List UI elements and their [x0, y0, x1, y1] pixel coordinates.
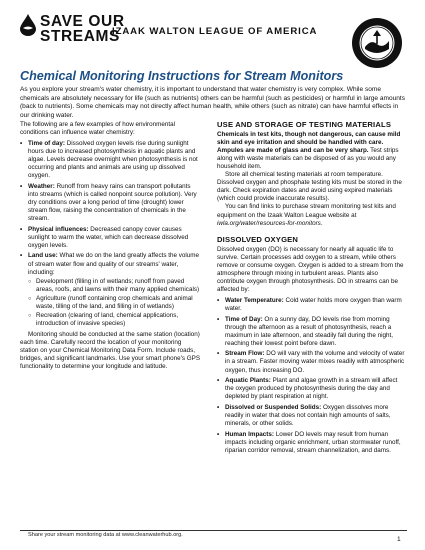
list-item — [217, 404, 406, 428]
item-label: Physical influences: — [28, 225, 89, 233]
item-label: Aquatic Plants: — [225, 377, 271, 385]
use-storage-paragraph — [217, 131, 406, 171]
logo-line-1: SAVE OUR — [40, 13, 125, 30]
list-item — [20, 183, 201, 223]
disposal-text: Test strips along with waste materials can be disposed of as you would any household item. — [217, 147, 399, 171]
item-label: Stream Flow: — [225, 350, 265, 358]
water-drop-icon — [20, 14, 36, 36]
sublist-item: ○ Development (filling in of wetlands; runoff from paved areas, roofs, and lawns with their many applied chemicals) — [28, 278, 201, 294]
sublist-item: ○ Recreation (clearing of land, chemical applications, introduction of invasive species) — [28, 312, 201, 328]
item-text: Lower DO levels may result from human impacts including organic enrichment, urban stormwater runoff, riparian corridor removal, stream channelization, and dams. — [225, 430, 401, 454]
item-label: Land use: — [28, 252, 58, 260]
logo-line-2: STREAMS — [40, 28, 120, 45]
item-label: Human Impacts: — [225, 430, 274, 438]
item-label: Weather: — [28, 182, 55, 190]
footer-text: Share your stream monitoring data at www.cleanwaterhub.org. — [28, 532, 183, 538]
safety-warning: Chemicals in test kits, though not dangerous, can cause mild skin and eye irritation and should be handled with care. Ampules are made of glass and can be very sharp. — [217, 131, 401, 155]
item-label: Time of Day: — [225, 315, 263, 323]
list-item — [217, 316, 406, 348]
item-text: DO will vary with the volume and velocity of water in a stream. Faster moving water mixes readily with atmospheric oxygen, thus increasing DO. — [225, 350, 405, 374]
item-text: Dissolved oxygen levels rise during sunlight hours due to increased photosynthesis in aquatic plants and algae. Levels decrease overnight when photosynthesis is not occurring and plants and animals are using up dissolved oxygen. — [28, 140, 198, 180]
monitoring-paragraph: Monitoring should be conducted at the same station (location) each time. Carefully record the location of your monitoring station on your Chemical Monitoring Data Form. Include roads, bridges, and significant landmarks. Use your smart phone's GPS functionality to determine your longitude and latitude. — [20, 330, 201, 370]
left-lead: The following are a few examples of how environmental conditions can influence water chemistry: — [20, 121, 176, 137]
page-title: Chemical Monitoring Instructions for Stream Monitors — [20, 69, 344, 83]
item-label: Time of day: — [28, 140, 65, 148]
land-use-sublist — [28, 278, 201, 328]
conditions-list — [20, 140, 201, 328]
dissolved-oxygen-heading: DISSOLVED OXYGEN — [217, 234, 299, 244]
list-item — [217, 377, 406, 401]
use-storage-heading: USE AND STORAGE OF TESTING MATERIALS — [217, 120, 392, 129]
list-item — [217, 431, 406, 455]
list-item — [20, 140, 201, 180]
do-factors-list — [217, 297, 406, 455]
purchase-text: You can find links to purchase stream monitoring test kits and equipment on the Izaak Walton League website at — [217, 203, 396, 219]
intro-paragraph: As you explore your stream's water chemistry, it is important to understand that water chemistry is very complex. While some chemicals are absolutely necessary for life (such as nutrients) others can be harmful (such as pesticides) or harmful in large amounts (back to nutrients). Some chemicals may not directly affect human health, while others (such as nitrate) can have harmful effects in our drinking water. — [20, 86, 405, 119]
item-label: Dissolved or Suspended Solids: — [225, 403, 322, 411]
dissolved-oxygen-intro: Dissolved oxygen (DO) is necessary for nearly all aquatic life to survive. Certain processes add oxygen to a stream, while others remove or consume oxygen. Oxygen is added to a stream from the atmosphere through mixing in turbulent areas. Plants also contribute oxygen through photosynthesis. DO in streams can be affected by: — [217, 245, 404, 293]
page-number: 1 — [397, 536, 401, 543]
right-column — [217, 121, 406, 457]
list-item — [217, 350, 406, 374]
list-item — [20, 226, 201, 250]
item-text: Oxygen dissolves more readily in water that does not contain high amounts of salts, minerals, or other solids. — [225, 403, 391, 427]
website-link[interactable]: iwla.org/water/resources-for-monitors — [217, 219, 321, 227]
save-our-streams-logo — [20, 10, 125, 54]
item-text: What we do on the land greatly affects the volume of stream water flow and quality of our streams' water, including: — [28, 252, 200, 276]
izaak-walton-league-seal — [351, 17, 403, 69]
item-label: Water Temperature: — [225, 296, 284, 304]
organization-name: IZAAK WALTON LEAGUE OF AMERICA — [112, 26, 318, 37]
item-text: Runoff from heavy rains can transport pollutants into streams (which is called nonpoint source pollution). Very dry conditions over a long period of time (drought) lower stream flow, raising the concentration of chemicals in the stream. — [28, 182, 197, 223]
item-text: Plant and algae growth in a stream will affect the oxygen produced by photosynthesis during the day and depleted by plant respiration at night. — [225, 377, 398, 401]
item-text: Cold water holds more oxygen than warm water. — [225, 296, 402, 312]
purchase-paragraph — [217, 203, 406, 227]
list-item — [20, 252, 201, 327]
item-text: Decreased canopy cover causes sunlight to warm the water, which can decrease dissolved oxygen levels. — [28, 225, 189, 249]
purchase-end: . — [320, 219, 323, 227]
left-column — [20, 121, 201, 371]
sublist-item: ○ Agriculture (runoff containing crop chemicals and animal waste, tilling of the land, and filling in of wetlands) — [28, 295, 201, 311]
storage-paragraph: Store all chemical testing materials at room temperature. Dissolved oxygen and phosphate testing kits must be stored in the dark. Check expiration dates and avoid using expired materials (which could provide inaccurate results). — [217, 171, 402, 203]
item-text: On a sunny day, DO levels rise from morning through the afternoon as a result of photosynthesis, reach a maximum in late afternoon, and steadily fall during the night, reaching their lowest point before dawn. — [225, 315, 394, 347]
list-item — [217, 297, 406, 313]
footer-divider — [20, 530, 407, 531]
